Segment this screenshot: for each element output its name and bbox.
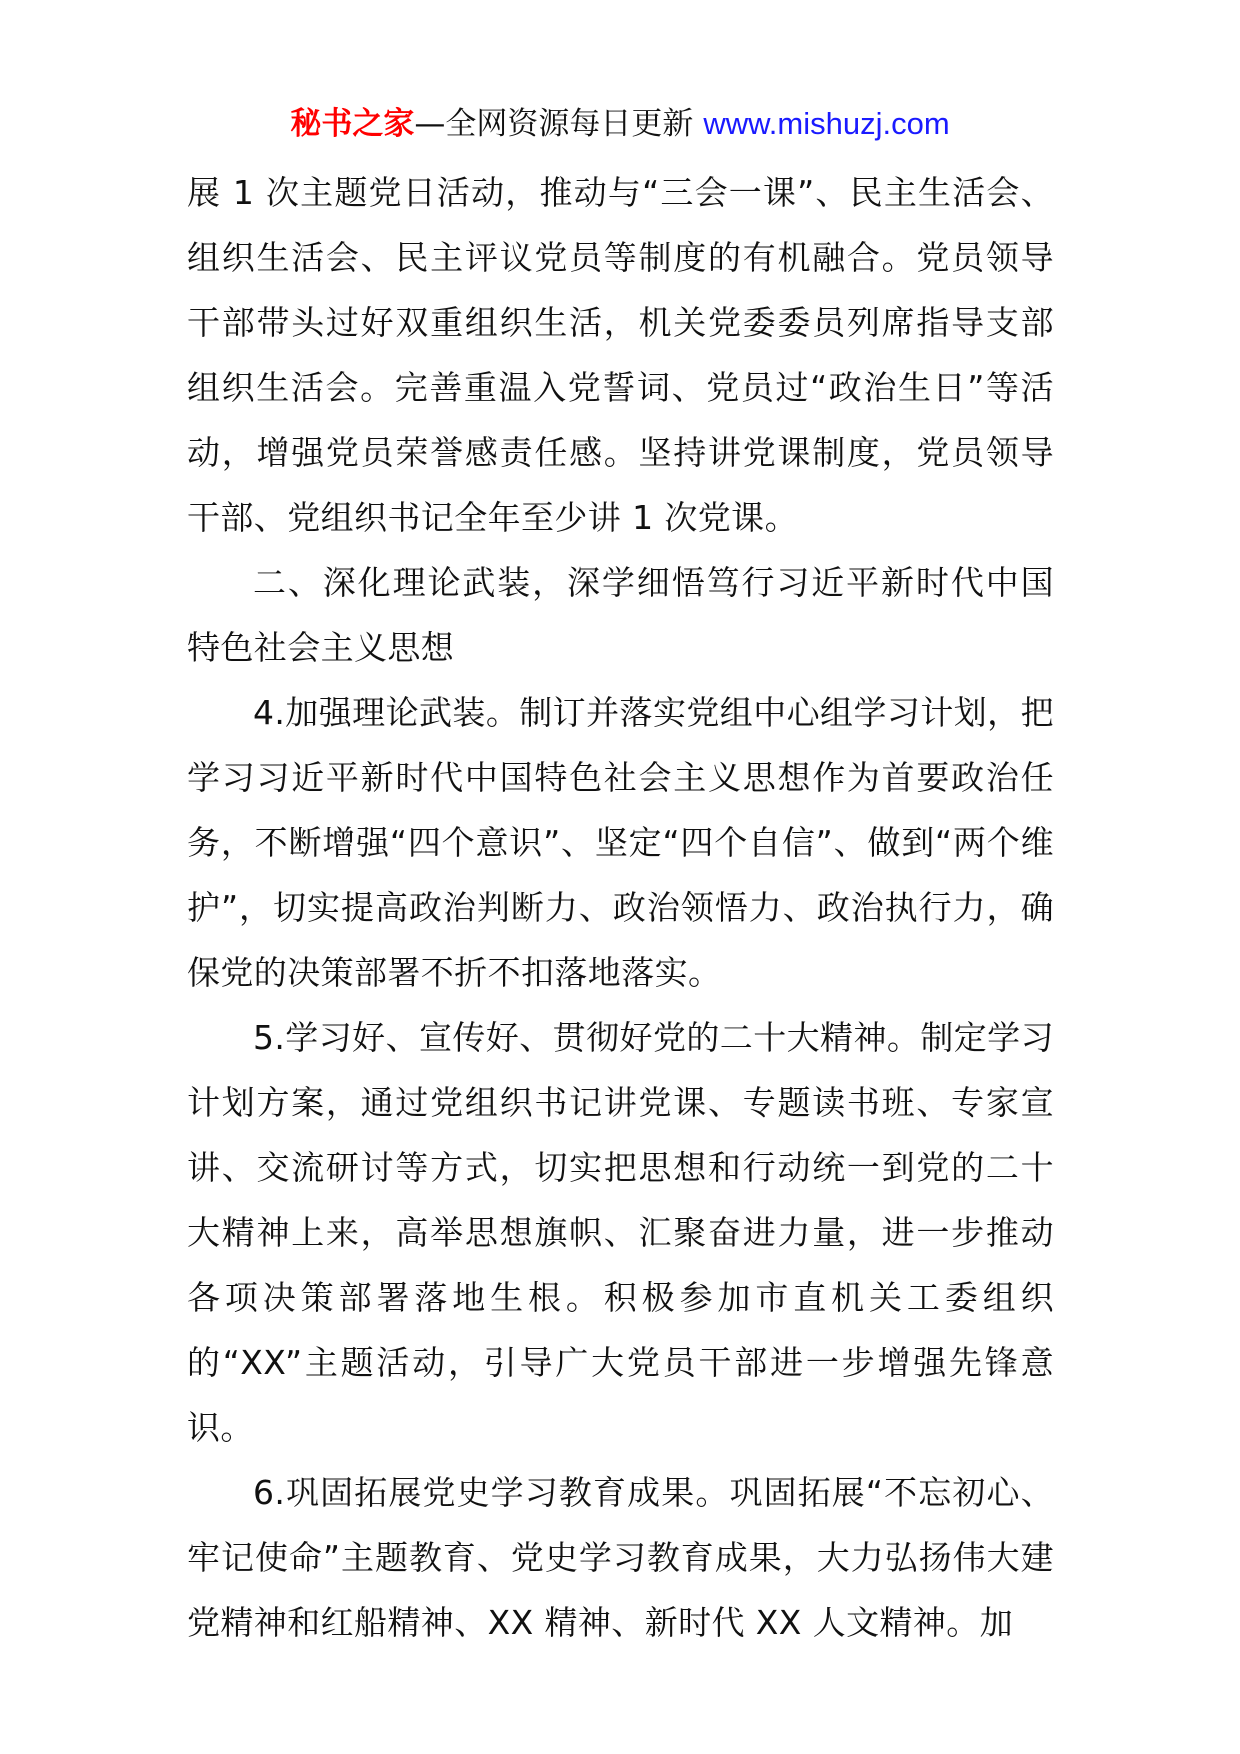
section-heading-2: 二、深化理论武装，深学细悟笃行习近平新时代中国特色社会主义思想 — [187, 563, 1054, 667]
paragraph-item-4: 4.加强理论武装。制订并落实党组中心组学习计划，把学习习近平新时代中国特色社会主义思想作为首要政治任务，不断增强“四个意识”、坚定“四个自信”、做到“两个维护”，切实提高政治判断力、政治领悟力、政治执行力，确保党的决策部署不折不扣落地落实。 — [187, 693, 1054, 992]
paragraph-continued: 展 1 次主题党日活动，推动与“三会一课”、民主生活会、组织生活会、民主评议党员等制度的有机融合。党员领导干部带头过好双重组织生活，机关党委委员列席指导支部组织生活会。完善重温入党誓词、党员过“政治生日”等活动，增强党员荣誉感责任感。坚持讲党课制度，党员领导干部、党组织书记全年至少讲 1 次党课。 — [187, 173, 1054, 537]
paragraph-item-6: 6.巩固拓展党史学习教育成果。巩固拓展“不忘初心、牢记使命”主题教育、党史学习教育成果，大力弘扬伟大建党精神和红船精神、XX 精神、新时代 XX 人文精神。加 — [187, 1473, 1054, 1642]
document-body — [187, 160, 1054, 1655]
page-header — [0, 102, 1240, 146]
site-url-link[interactable]: www.mishuzj.com — [703, 106, 950, 141]
header-tagline: —全网资源每日更新 — [414, 106, 694, 142]
paragraph-item-5: 5.学习好、宣传好、贯彻好党的二十大精神。制定学习计划方案，通过党组织书记讲党课、专题读书班、专家宣讲、交流研讨等方式，切实把思想和行动统一到党的二十大精神上来，高举思想旗帜、汇聚奋进力量，进一步推动各项决策部署落地生根。积极参加市直机关工委组织的“XX”主题活动，引导广大党员干部进一步增强先锋意识。 — [187, 1018, 1054, 1447]
brand-name: 秘书之家 — [290, 106, 415, 142]
